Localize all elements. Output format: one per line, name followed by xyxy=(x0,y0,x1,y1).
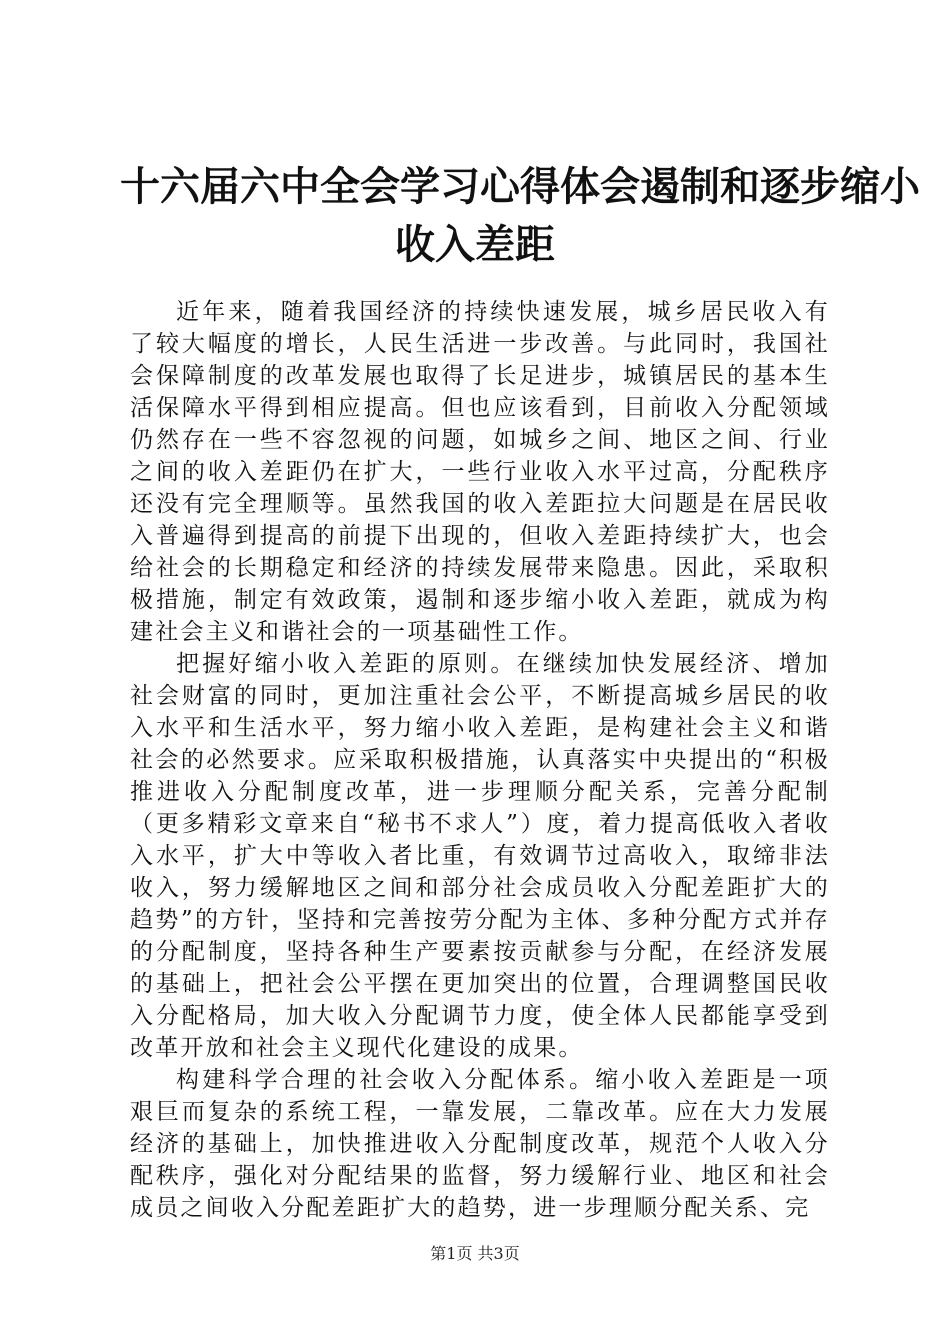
document-title-line-1: 十六届六中全会学习心得体会遏制和逐步缩小 xyxy=(120,163,920,210)
document-body xyxy=(130,296,830,1224)
document-title-line-2: 收入差距 xyxy=(395,221,555,268)
page-footer: 第1页 共3页 xyxy=(430,1244,520,1263)
paragraph-2: 把握好缩小收入差距的原则。在继续加快发展经济、增加社会财富的同时，更加注重社会公平，不断提高城乡居民的收入水平和生活水平，努力缩小收入差距，是构建社会主义和谐社会的必然要求。应采取积极措施，认真落实中央提出的“积极推进收入分配制度改革，进一步理顺分配关系，完善分配制（更多精彩文章来自“秘书不求人”）度，着力提高低收入者收入水平，扩大中等收入者比重，有效调节过高收入，取缔非法收入，努力缓解地区之间和部分社会成员收入分配差距扩大的趋势”的方针，坚持和完善按劳分配为主体、多种分配方式并存的分配制度，坚持各种生产要素按贡献参与分配，在经济发展的基础上，把社会公平摆在更加突出的位置，合理调整国民收入分配格局，加大收入分配调节力度，使全体人民都能享受到改革开放和社会主义现代化建设的成果。 xyxy=(130,651,830,1061)
paragraph-1: 近年来，随着我国经济的持续快速发展，城乡居民收入有了较大幅度的增长，人民生活进一步改善。与此同时，我国社会保障制度的改革发展也取得了长足进步，城镇居民的基本生活保障水平得到相应提高。但也应该看到，目前收入分配领域仍然存在一些不容忽视的问题，如城乡之间、地区之间、行业之间的收入差距仍在扩大，一些行业收入水平过高，分配秩序还没有完全理顺等。虽然我国的收入差距拉大问题是在居民收入普遍得到提高的前提下出现的，但收入差距持续扩大，也会给社会的长期稳定和经济的持续发展带来隐患。因此，采取积极措施，制定有效政策，遏制和逐步缩小收入差距，就成为构建社会主义和谐社会的一项基础性工作。 xyxy=(130,299,830,645)
paragraph-3: 构建科学合理的社会收入分配体系。缩小收入差距是一项艰巨而复杂的系统工程，一靠发展，二靠改革。应在大力发展经济的基础上，加快推进收入分配制度改革，规范个人收入分配秩序，强化对分配结果的监督，努力缓解行业、地区和社会成员之间收入分配差距扩大的趋势，进一步理顺分配关系、完 xyxy=(130,1067,830,1221)
